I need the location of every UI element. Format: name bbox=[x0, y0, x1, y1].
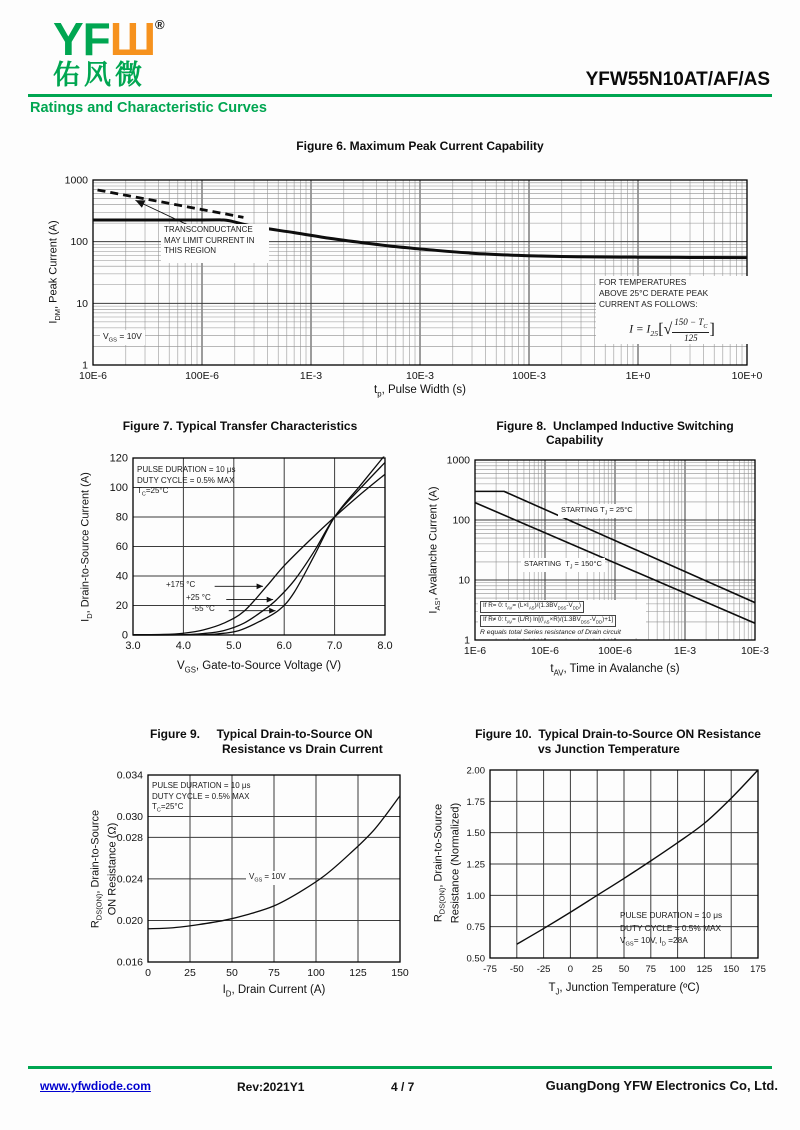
y-tick-label: 40 bbox=[115, 570, 128, 583]
fig6-derate-formula: $I = I_{25}[√$ $\frac{150 - T_C}{125}$ ] bbox=[629, 317, 715, 343]
y-tick-label: 1.00 bbox=[466, 890, 485, 902]
fig6-derate-box bbox=[596, 276, 748, 344]
x-tick-label: 10E-3 bbox=[405, 370, 435, 382]
fig6-x-axis-label: $t_p$, Pulse Width (s) bbox=[374, 384, 466, 399]
y-tick-label: 100 bbox=[452, 514, 470, 527]
fig9-x-axis-label: $I_D$, Drain Current (A) bbox=[222, 984, 326, 999]
x-tick-label: -50 bbox=[509, 964, 524, 975]
logo-yf-text: YF bbox=[53, 13, 110, 65]
x-tick-label: 1E+0 bbox=[625, 370, 651, 382]
fig8-title-line2: Capability bbox=[546, 433, 604, 447]
fig8-title-line1: Figure 8. Unclamped Inductive Switching bbox=[496, 419, 734, 433]
header-rule bbox=[28, 94, 772, 97]
y-tick-label: 100 bbox=[109, 482, 128, 494]
fig10-x-axis-label: $T_J$, Junction Temperature (ºC) bbox=[548, 982, 700, 997]
x-tick-label: 150 bbox=[723, 964, 740, 975]
fig10-conditions-note: PULSE DURATION = 10 μs DUTY CYCLE = 0.5% MAX $V_{GS}= 10V$, $I_D =28A$ bbox=[620, 910, 723, 948]
y-tick-label: 0.024 bbox=[116, 873, 143, 886]
x-tick-label: 100E-3 bbox=[512, 370, 546, 382]
fig8-formula-2: If R≠ 0: $t_{AV}= (L/R)$ $\ln[(I_{AS}\times R)/(1.3BV_{DSS}-V_{DD})+1]$ bbox=[480, 615, 616, 627]
x-tick-label: 100 bbox=[307, 967, 325, 979]
y-tick-label: 0.034 bbox=[116, 769, 143, 782]
registered-mark: ® bbox=[155, 17, 165, 32]
y-tick-label: 0.75 bbox=[466, 922, 485, 934]
logo-chinese-text: 佑风微 bbox=[53, 60, 146, 90]
y-tick-label: 20 bbox=[115, 600, 128, 612]
fig8-x-axis-label: $t_{AV}$, Time in Avalanche (s) bbox=[550, 663, 680, 678]
x-tick-label: -75 bbox=[483, 964, 497, 975]
fig9-title-line1: Figure 9. Typical Drain-to-Source ON bbox=[150, 727, 373, 741]
x-tick-label: 25 bbox=[184, 967, 196, 979]
x-tick-label: 5.0 bbox=[226, 640, 242, 652]
y-tick-label: 2.00 bbox=[466, 765, 485, 777]
x-tick-label: 125 bbox=[349, 967, 367, 979]
fig8-formula-box bbox=[478, 600, 646, 638]
fig9-y-axis-label: $R_{DS(ON)}$, Drain-to-Source ON Resistance (Ω) bbox=[89, 809, 119, 929]
fig6-y-axis-label: $I_{DM}$, Peak Current (A) bbox=[47, 220, 62, 324]
fig6-title: Figure 6. Maximum Peak Current Capability bbox=[296, 139, 544, 153]
part-number: YFW55N10AT/AF/AS bbox=[585, 69, 770, 90]
fig7-title: Figure 7. Typical Transfer Characteristics bbox=[122, 419, 358, 433]
fig10-title-line1: Figure 10. Typical Drain-to-Source ON Resistance bbox=[475, 727, 761, 741]
y-tick-label: 60 bbox=[115, 541, 128, 553]
fig8-formula-1: If R= 0: $t_{AV}= (L\times I_{AS})/(1.3BV_{DSS}-V_{DD})$ bbox=[480, 601, 584, 613]
y-tick-label: 10 bbox=[76, 297, 88, 310]
x-tick-label: 50 bbox=[618, 964, 630, 975]
y-tick-label: 0.030 bbox=[116, 811, 143, 824]
x-tick-label: 10E-6 bbox=[78, 370, 108, 382]
y-tick-label: 0.020 bbox=[116, 914, 143, 927]
y-tick-label: 10 bbox=[458, 574, 470, 587]
fig6-vgs-note: $V_{GS} = 10V$ bbox=[100, 330, 145, 345]
y-tick-label: 1.25 bbox=[466, 859, 485, 871]
fig8-formula-3: R equals total Series resistance of Drain circuit bbox=[480, 628, 621, 636]
x-tick-label: 100E-6 bbox=[598, 645, 632, 657]
x-tick-label: 3.0 bbox=[125, 640, 141, 652]
y-tick-label: 0.028 bbox=[116, 831, 143, 844]
x-tick-label: 8.0 bbox=[377, 640, 393, 652]
x-tick-label: 125 bbox=[696, 964, 713, 975]
x-tick-label: 10E+0 bbox=[731, 370, 763, 382]
x-tick-label: 100 bbox=[669, 964, 686, 975]
fig8-y-axis-label: $I_{AS}$, Avalanche Current (A) bbox=[427, 486, 442, 614]
fig6-transconductance-note: TRANSCONDUCTANCE MAY LIMIT CURRENT IN THIS REGION bbox=[161, 224, 269, 263]
logo-w-glyph: Ш bbox=[109, 13, 156, 65]
y-tick-label: 1.75 bbox=[466, 796, 485, 808]
x-tick-label: 0 bbox=[567, 964, 574, 975]
y-tick-label: 120 bbox=[109, 452, 128, 465]
fig7-label-m55c: -55 °C bbox=[192, 604, 215, 613]
fig7-conditions-note: PULSE DURATION = 10 μs DUTY CYCLE = 0.5% MAX $T_C=25^\circ C$ bbox=[137, 465, 236, 498]
y-tick-label: 0.50 bbox=[466, 953, 485, 965]
y-tick-label: 1 bbox=[82, 359, 88, 372]
fig10-chart bbox=[440, 755, 785, 990]
x-tick-label: 10E-6 bbox=[530, 645, 560, 657]
series-transconductance-limit-boundary bbox=[98, 190, 244, 217]
x-tick-label: 25 bbox=[591, 964, 603, 975]
fig7-x-axis-label: $V_{GS}$, Gate-to-Source Voltage (V) bbox=[176, 660, 342, 675]
fig6-derate-line3: CURRENT AS FOLLOWS: bbox=[599, 299, 698, 309]
x-tick-label: -25 bbox=[536, 964, 551, 975]
x-tick-label: 150 bbox=[391, 967, 409, 979]
x-tick-label: 1E-3 bbox=[299, 370, 323, 382]
y-tick-label: 1000 bbox=[446, 454, 470, 467]
section-title: Ratings and Characteristic Curves bbox=[30, 100, 267, 116]
fig7-y-axis-label: $I_D$, Drain-to-Source Current (A) bbox=[79, 472, 94, 622]
footer-website-link[interactable]: www.yfwdiode.com bbox=[40, 1079, 151, 1093]
fig6-derate-line1: FOR TEMPERATURES bbox=[599, 277, 687, 287]
y-tick-label: 100 bbox=[70, 236, 88, 249]
annotation-arrow-head bbox=[267, 597, 273, 603]
y-tick-label: 1000 bbox=[64, 174, 88, 187]
y-tick-label: 1 bbox=[464, 634, 470, 647]
footer-company: GuangDong YFW Electronics Co, Ltd. bbox=[545, 1078, 778, 1093]
y-tick-label: 0 bbox=[121, 629, 128, 642]
x-tick-label: 1E-6 bbox=[463, 645, 487, 657]
x-tick-label: 100E-6 bbox=[185, 370, 219, 382]
x-tick-label: 0 bbox=[145, 967, 151, 979]
footer-page-number: 4 / 7 bbox=[391, 1080, 415, 1094]
x-tick-label: 10E-3 bbox=[740, 645, 770, 657]
fig9-title-line2: Resistance vs Drain Current bbox=[222, 742, 383, 756]
x-tick-label: 7.0 bbox=[326, 640, 343, 652]
fig6-derate-line2: ABOVE 25°C DERATE PEAK bbox=[599, 288, 709, 298]
fig7-label-175c: +175 °C bbox=[166, 580, 196, 589]
x-tick-label: 75 bbox=[645, 964, 657, 975]
x-tick-label: 4.0 bbox=[175, 640, 192, 652]
fig8-label-tj25: STARTING $T_J = 25^\circ C$ bbox=[558, 504, 636, 518]
annotation-arrow-head bbox=[257, 584, 263, 590]
y-tick-label: 0.016 bbox=[116, 956, 143, 969]
x-tick-label: 6.0 bbox=[276, 640, 292, 652]
fig9-conditions-note: PULSE DURATION = 10 μs DUTY CYCLE = 0.5% MAX $T_C=25^\circ C$ bbox=[152, 781, 251, 814]
fig7-label-25c: +25 °C bbox=[186, 593, 211, 602]
x-tick-label: 50 bbox=[226, 967, 238, 979]
x-tick-label: 175 bbox=[750, 964, 766, 975]
fig9-vgs-note: $V_{GS} = 10V$ bbox=[246, 871, 289, 885]
footer-revision: Rev:2021Y1 bbox=[237, 1080, 305, 1094]
x-tick-label: 75 bbox=[268, 967, 280, 979]
y-tick-label: 1.50 bbox=[466, 828, 485, 840]
footer-rule bbox=[28, 1066, 772, 1069]
fig8-label-tj150: STARTING $T_J = 150^\circ C$ bbox=[521, 558, 605, 572]
y-tick-label: 80 bbox=[115, 511, 128, 524]
x-tick-label: 1E-3 bbox=[673, 645, 697, 657]
fig10-y-axis-label: $R_{DS(ON)}$, Drain-to-Source Resistance (Normalized) bbox=[432, 802, 462, 924]
yfw-logo bbox=[53, 13, 165, 65]
fig10-title-line2: vs Junction Temperature bbox=[538, 742, 680, 756]
